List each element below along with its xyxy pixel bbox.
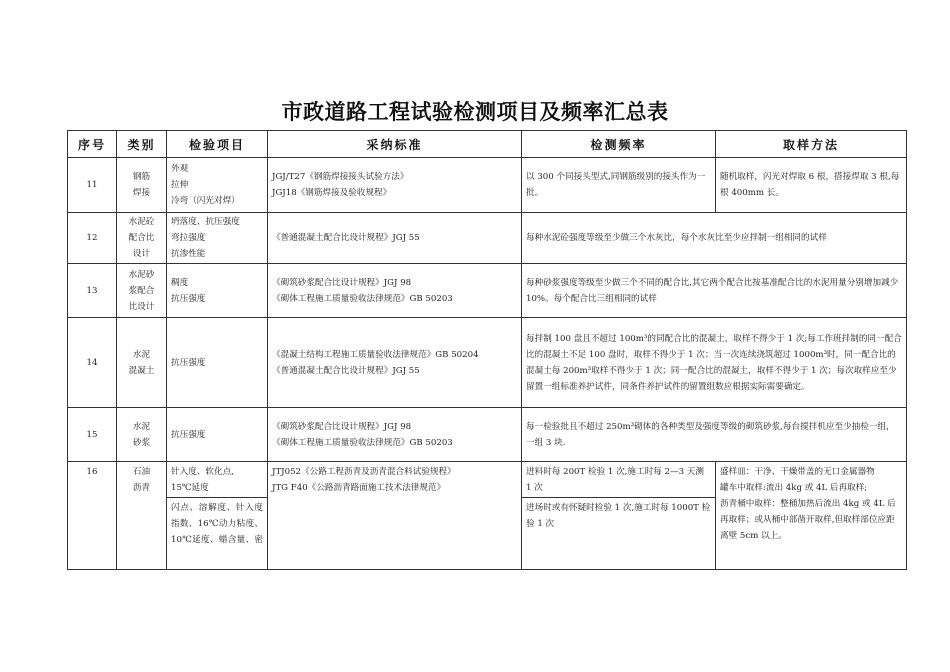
row-no: 15 [68, 408, 117, 462]
header-category: 类别 [117, 131, 167, 158]
document-title: 市政道路工程试验检测项目及频率汇总表 [281, 100, 669, 124]
row-items: 坍落度、抗压强度 弯拉强度 抗渗性能 [167, 213, 268, 264]
row-standard: JGJ/T27《钢筋焊接接头试验方法》 JGJ18《钢筋焊接及验收规程》 [268, 158, 522, 213]
row-category: 水泥砂 浆配合 比设计 [117, 264, 167, 318]
table-header-row [68, 131, 907, 158]
row-standard: 《砌筑砂浆配合比设计规程》JGJ 98 《砌体工程施工质量验收法律规范》GB 50203 [268, 408, 522, 462]
summary-table [67, 130, 907, 570]
row-standard: 《混凝土结构工程施工质量验收法律规范》GB 50204 《普通混凝土配合比设计规程》JGJ 55 [268, 318, 522, 408]
row-category: 石油 沥青 [117, 462, 167, 570]
row-no: 11 [68, 158, 117, 213]
row-items-b: 闪点、溶解度、针入度指数、16℃动力粘度、10℃延度、蜡含量、密 [167, 498, 268, 570]
row-category: 水泥 混凝土 [117, 318, 167, 408]
row-items: 稠度 抗压强度 [167, 264, 268, 318]
row-standard: JTJ052《公路工程沥青及沥青混合料试验规程》 JTG F40《公路沥青路面施工技术法律规范》 [268, 462, 522, 570]
table-row [68, 264, 907, 318]
table-row [68, 408, 907, 462]
header-sampling: 取样方法 [716, 131, 907, 158]
row-standard: 《砌筑砂浆配合比设计规程》JGJ 98 《砌体工程施工质量验收法律规范》GB 50203 [268, 264, 522, 318]
row-frequency: 以 300 个同接头型式,同钢筋级别的接头作为一批。 [522, 158, 716, 213]
table-row [68, 462, 907, 498]
row-items: 外观 拉伸 冷弯（闪光对焊） [167, 158, 268, 213]
row-category: 钢筋 焊接 [117, 158, 167, 213]
row-frequency-sampling: 每一检验批且不超过 250m³砌体的各种类型及强度等级的砌筑砂浆,每台搅拌机应至少抽检一组，一组 3 块. [522, 408, 907, 462]
row-items-a: 针入度、软化点, 15℃延度 [167, 462, 268, 498]
row-no: 16 [68, 462, 117, 570]
row-no: 13 [68, 264, 117, 318]
table-row [68, 318, 907, 408]
row-items: 抗压强度 [167, 408, 268, 462]
row-standard: 《普通混凝土配合比设计规程》JGJ 55 [268, 213, 522, 264]
row-frequency-a: 进料时每 200T 检验 1 次,施工时每 2—3 天测 1 次 [522, 462, 716, 498]
table-row [68, 213, 907, 264]
row-items: 抗压强度 [167, 318, 268, 408]
row-no: 14 [68, 318, 117, 408]
row-frequency-b: 进场时或有怀疑时检验 1 次,施工时每 1000T 检验 1 次 [522, 498, 716, 570]
row-frequency-sampling: 每拌制 100 盘且不超过 100m³的同配合比的混凝土，取样不得少于 1 次;每工作班拌制的同一配合比的混凝土不足 100 盘时，取样不得少于 1 次；当一次连续浇筑超过 1000m³时，同一配合比的混凝土每 200m³取样不得少于 1 次；同一配合比的混凝土，取样不得少于 1 次；每次取样应至少留置一组标准养护试件，同条件养护试件的留置组数应根据实际需要确定。 [522, 318, 907, 408]
row-sampling: 盛样皿：干净、干燥带盖的无口金属器物 罐车中取样:流出 4kg 或 4L 后再取样; 沥青桶中取样：整桶加热后流出 4kg 或 4L 后再取样；或从桶中部凿开取样,但取样部位应距离壁 5cm 以上。 [716, 462, 907, 570]
row-frequency-sampling: 每种水泥砼强度等级至少做三个水灰比，每个水灰比至少应拌制一组相同的试样 [522, 213, 907, 264]
row-frequency-sampling: 每种砂浆强度等级至少做三个不同的配合比,其它两个配合比按基准配合比的水泥用量分别增加减少 10%。每个配合比三组相同的试样 [522, 264, 907, 318]
row-category: 水泥 砂浆 [117, 408, 167, 462]
header-standard: 采纳标准 [268, 131, 522, 158]
row-no: 12 [68, 213, 117, 264]
header-frequency: 检测频率 [522, 131, 716, 158]
row-category: 水泥砼 配合比 设计 [117, 213, 167, 264]
row-sampling: 随机取样，闪光对焊取 6 根，搭接焊取 3 根,每根 400mm 长。 [716, 158, 907, 213]
header-items: 检验项目 [167, 131, 268, 158]
table-row [68, 158, 907, 213]
header-no: 序号 [68, 131, 117, 158]
